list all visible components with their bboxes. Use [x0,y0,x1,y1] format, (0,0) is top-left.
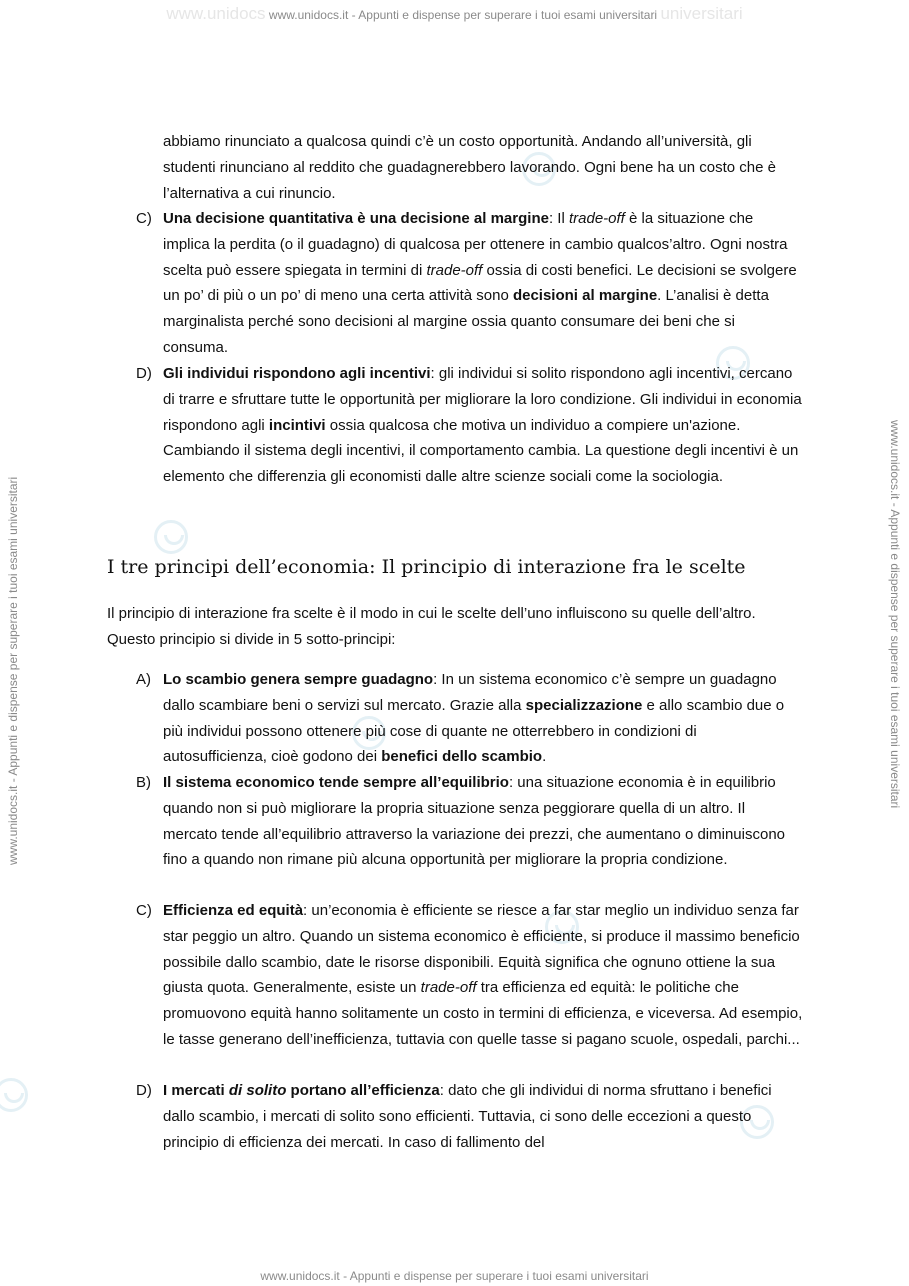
list-item-c [136,206,803,361]
item-text: . L’analisi è detta marginalista perché sono decisioni al margine ossia quanto consumare dei beni che si consuma. [163,287,769,356]
item-title: Lo scambio genera sempre guadagno [163,671,434,688]
item-text: e allo scambio due o più individui possono ottenere più cose di quante ne otterrebbero in condizioni di autosufficienza, cioè godono dei [163,696,785,766]
list-item-b [136,770,803,873]
item-bold: decisioni al margine [512,287,658,305]
list-item-a [136,667,803,770]
item-text: : una situazione economia è in equilibrio quando non si può migliorare la propria situazione senza peggiorare quella di un altro. Il mercato tende all’equilibrio attraverso la variazione dei prezzi, che aumentano o diminuiscono fino a quando non rimane più alcuna opportunità per migliorare la propria condizione. [163,774,786,869]
item-bold-italic: di solito [228,1082,287,1099]
list-item-c-2 [136,898,803,1053]
item-italic: trade-off [426,261,483,279]
item-title: Gli individui rispondono agli incentivi [163,365,431,382]
unidocs-logo-icon [0,1078,28,1112]
item-title: I mercati [163,1082,229,1099]
list-letter: A) [136,671,151,688]
item-text: : un’economia è efficiente se riesce a far star meglio un individuo senza far star peggio un altro. Quando un sistema economico è efficiente, si produce il massimo beneficio possibile dallo scambio, date le risorse disponibili. Equità significa che ognuno ottiene la sua giusta quota. Generalmente, esiste un [163,902,800,997]
watermark-top [0,4,909,24]
list-item-d-2 [136,1078,803,1155]
item-title: Una decisione quantitativa è una decisione al margine [163,210,549,227]
item-text: . [542,748,547,766]
watermark-top-text: www.unidocs.it - Appunti e dispense per superare i tuoi esami universitari [268,8,658,22]
list-letter: C) [136,210,152,227]
watermark-ghost-left: www.unidocs [166,4,266,23]
intro-paragraph: Il principio di interazione fra scelte è il modo in cui le scelte dell’uno influiscono su quelle dell’altro. Questo principio si divide in 5 sotto-principi: [107,605,756,648]
watermark-ghost-right: universitari [660,4,743,23]
list-letter: C) [136,902,152,919]
item-bold: incintivi [268,416,326,434]
item-bold: specializzazione [525,696,643,714]
item-text: ossia di costi benefici. Le decisioni se svolgere un po’ di più o un po’ di meno una certa attività sono [163,261,797,305]
item-title: Efficienza ed equità [163,902,304,919]
list-letter: D) [136,1082,152,1099]
item-text: : gli individui si solito rispondono agli incentivi, cercano di trarre e sfruttare tutte le opportunità per migliorare la loro condizione. Gli individui in economia rispondono agli [163,365,802,434]
section-heading: I tre principi dell’economia: Il principio di interazione fra le scelte [107,556,746,578]
item-italic: trade-off [568,210,625,227]
item-text: è la situazione che implica la perdita (o il guadagno) di qualcosa per ottenere in cambio qualcos’altro. Ogni nostra scelta può essere spiegata in termini di [163,210,788,279]
watermark-left: www.unidocs.it - Appunti e dispense per superare i tuoi esami universitari [6,476,20,865]
continuation-paragraph: abbiamo rinunciato a qualcosa quindi c’è un costo opportunità. Andando all’università, gli studenti rinunciano al reddito che guadagnerebbero lavorando. Ogni bene ha un costo che è l’alternativa a cui rinuncio. [163,133,776,202]
watermark-right: www.unidocs.it - Appunti e dispense per superare i tuoi esami universitari [888,420,902,809]
item-text: ossia qualcosa che motiva un individuo a compiere un'azione. Cambiando il sistema degli incentivi, il comportamento cambia. La questione degli incentivi è un elemento che differenzia gli economisti dalle altre scienze sociali come la sociologia. [163,416,799,486]
item-title: portano all’efficienza [286,1082,440,1099]
item-text: tra efficienza ed equità: le politiche che promuovono equità hanno solitamente un costo in termini di efficienza, e viceversa. Ad esempio, le tasse generano dell’inefficienza, tuttavia con quelle tasse si pagano scuole, ospedali, parchi... [163,979,803,1048]
item-bold: benefici dello scambio [381,748,543,766]
item-text: : dato che gli individui di norma sfruttano i benefici dallo scambio, i mercati di solito sono efficienti. Tuttavia, ci sono delle eccezioni a questo principio di efficienza dei mercati. In caso di fallimento del [163,1082,772,1151]
list-letter: D) [136,365,152,382]
item-text: : Il [548,210,569,227]
watermark-bottom-text: www.unidocs.it - Appunti e dispense per superare i tuoi esami universitari [260,1269,649,1283]
unidocs-logo-icon [154,520,188,554]
item-title: Il sistema economico tende sempre all’equilibrio [163,774,509,791]
watermark-bottom [0,1269,909,1283]
item-text: : In un sistema economico c’è sempre un guadagno dallo scambiare beni o servizi sul mercato. Grazie alla [163,671,777,714]
list-letter: B) [136,774,151,791]
list-item-d [136,361,803,490]
item-italic: trade-off [420,979,477,997]
